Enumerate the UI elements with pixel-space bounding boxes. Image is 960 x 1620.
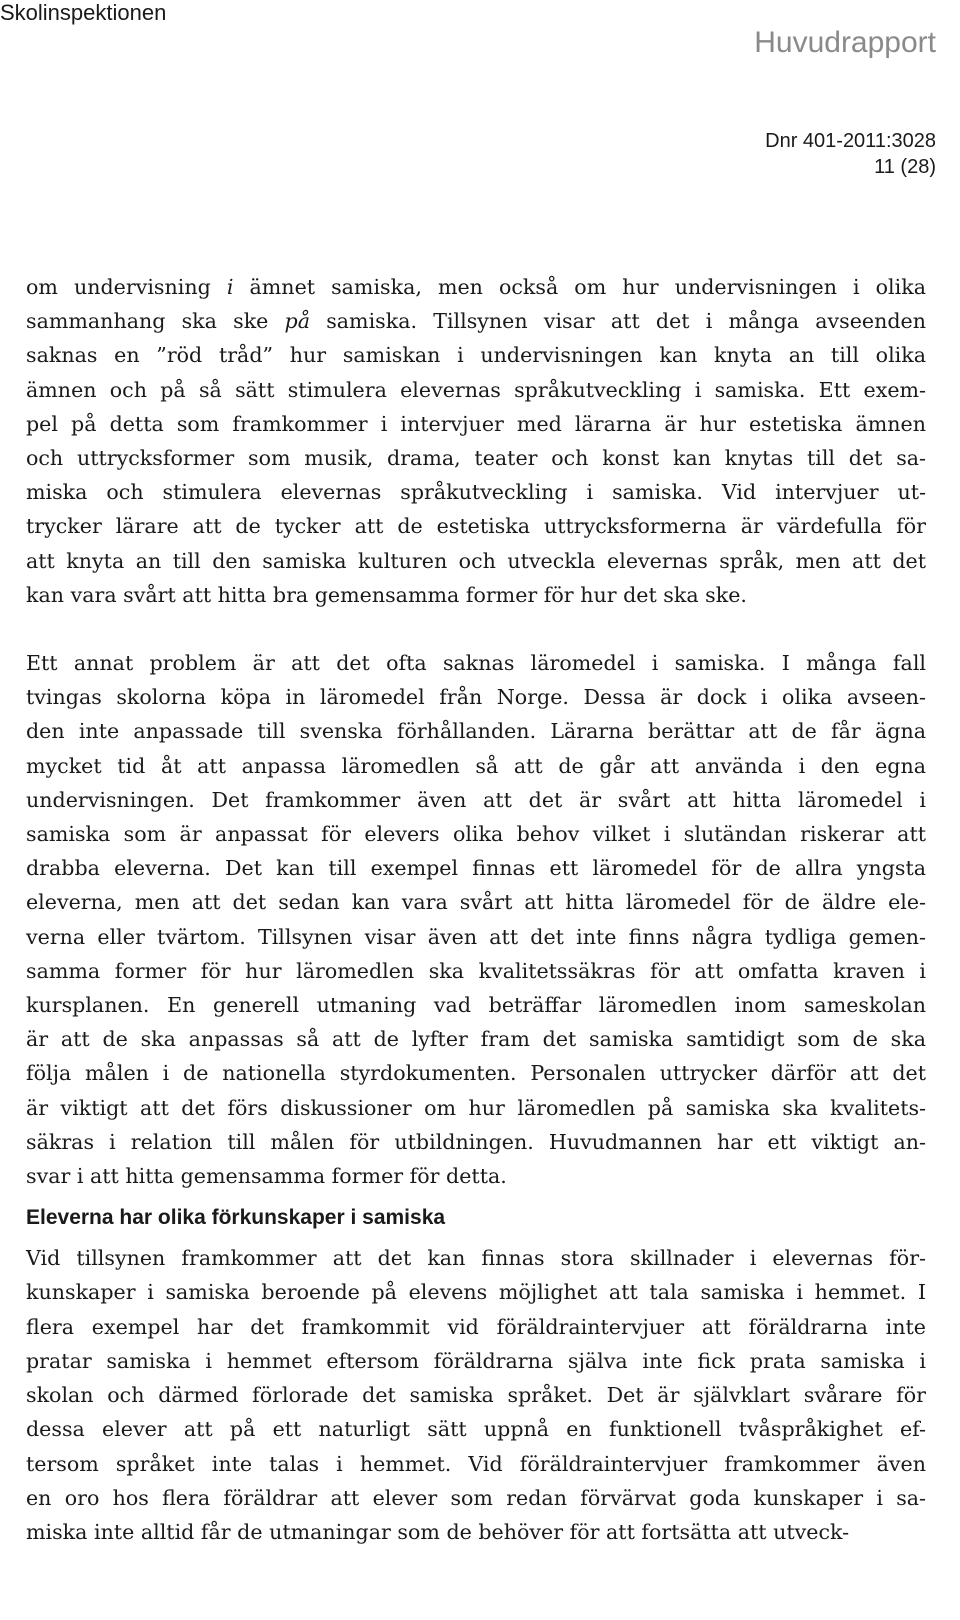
text-line: Vid tillsynen framkommer att det kan finnas stora skillnader i elevernas för- [26, 1246, 926, 1271]
document-meta [765, 128, 936, 180]
text-line: samma former för hur läromedlen ska kvalitetssäkras för att omfatta kraven i [26, 958, 926, 983]
text-line: sammanhang ska ske på samiska. Tillsynen visar att det i många avseenden [26, 309, 926, 334]
report-body [26, 270, 926, 1549]
text-line: att knyta an till den samiska kulturen och utveckla elevernas språk, men att det [26, 548, 926, 573]
document-type: Huvudrapport [754, 26, 936, 59]
text-line: följa målen i de nationella styrdokumenten. Personalen uttrycker därför att det [26, 1061, 926, 1086]
body-paragraph-2 [26, 646, 926, 1193]
text-line: tersom språket inte talas i hemmet. Vid föräldraintervjuer framkommer även [26, 1451, 926, 1476]
text-line: mycket tid åt att anpassa läromedlen så att de går att använda i den egna [26, 753, 926, 778]
text-line: saknas en ”röd tråd” hur samiskan i undervisningen kan knyta an till olika [26, 343, 926, 368]
text-line: den inte anpassade till svenska förhållanden. Lärarna berättar att de får ägna [26, 719, 926, 744]
text-line: Ett annat problem är att det ofta saknas läromedel i samiska. I många fall [26, 651, 926, 676]
organization-name: Skolinspektionen [0, 0, 167, 25]
text-line: flera exempel har det framkommit vid föräldraintervjuer att föräldrarna inte [26, 1314, 926, 1339]
text-line: säkras i relation till målen för utbildningen. Huvudmannen har ett viktigt an- [26, 1129, 926, 1154]
text-line: en oro hos flera föräldrar att elever som redan förvärvat goda kunskaper i sa- [26, 1485, 926, 1510]
body-paragraph-3 [26, 1241, 926, 1549]
text-line: ämnen och på så sätt stimulera elevernas språkutveckling i samiska. Ett exem- [26, 377, 926, 402]
text-line: skolan och därmed förlorade det samiska språket. Det är självklart svårare för [26, 1383, 926, 1408]
text-line: pel på detta som framkommer i intervjuer med lärarna är hur estetiska ämnen [26, 411, 926, 436]
text-line: kursplanen. En generell utmaning vad beträffar läromedlen inom sameskolan [26, 993, 926, 1018]
text-line: drabba eleverna. Det kan till exempel finnas ett läromedel för de allra yngsta [26, 856, 926, 881]
text-line: kan vara svårt att hitta bra gemensamma former för hur det ska ske. [26, 582, 747, 607]
text-line: miska och stimulera elevernas språkutveckling i samiska. Vid intervjuer ut- [26, 480, 926, 505]
text-line: är att de ska anpassas så att de lyfter fram det samiska samtidigt som de ska [26, 1027, 926, 1052]
text-line: och uttrycksformer som musik, drama, teater och konst kan knytas till det sa- [26, 446, 926, 471]
text-line: är viktigt att det förs diskussioner om hur läromedlen på samiska ska kvalitets- [26, 1095, 926, 1120]
text-line: pratar samiska i hemmet eftersom föräldrarna själva inte fick prata samiska i [26, 1348, 926, 1373]
body-paragraph-1 [26, 270, 926, 612]
text-line: verna eller tvärtom. Tillsynen visar även att det inte finns några tydliga gemen- [26, 924, 926, 949]
text-line: svar i att hitta gemensamma former för detta. [26, 1164, 507, 1189]
text-line: eleverna, men att det sedan kan vara svårt att hitta läromedel för de äldre ele- [26, 890, 926, 915]
page-number: 11 (28) [874, 156, 936, 178]
text-line: trycker lärare att de tycker att de estetiska uttrycksformerna är värdefulla för [26, 514, 926, 539]
text-line: miska inte alltid får de utmaningar som de behöver för att fortsätta att utveck- [26, 1519, 850, 1544]
text-line: undervisningen. Det framkommer även att det är svårt att hitta läromedel i [26, 787, 926, 812]
paragraph-gap [26, 612, 926, 646]
section-heading: Eleverna har olika förkunskaper i samiska [26, 1206, 446, 1230]
text-line: om undervisning i ämnet samiska, men också om hur undervisningen i olika [26, 275, 926, 299]
text-line: tvingas skolorna köpa in läromedel från Norge. Dessa är dock i olika avseen- [26, 685, 926, 710]
text-line: samiska som är anpassat för elevers olika behov vilket i slutändan riskerar att [26, 822, 926, 847]
case-number: Dnr 401-2011:3028 [765, 130, 936, 152]
text-line: dessa elever att på ett naturligt sätt uppnå en funktionell tvåspråkighet ef- [26, 1417, 926, 1442]
text-line: kunskaper i samiska beroende på elevens möjlighet att tala samiska i hemmet. I [26, 1280, 926, 1305]
